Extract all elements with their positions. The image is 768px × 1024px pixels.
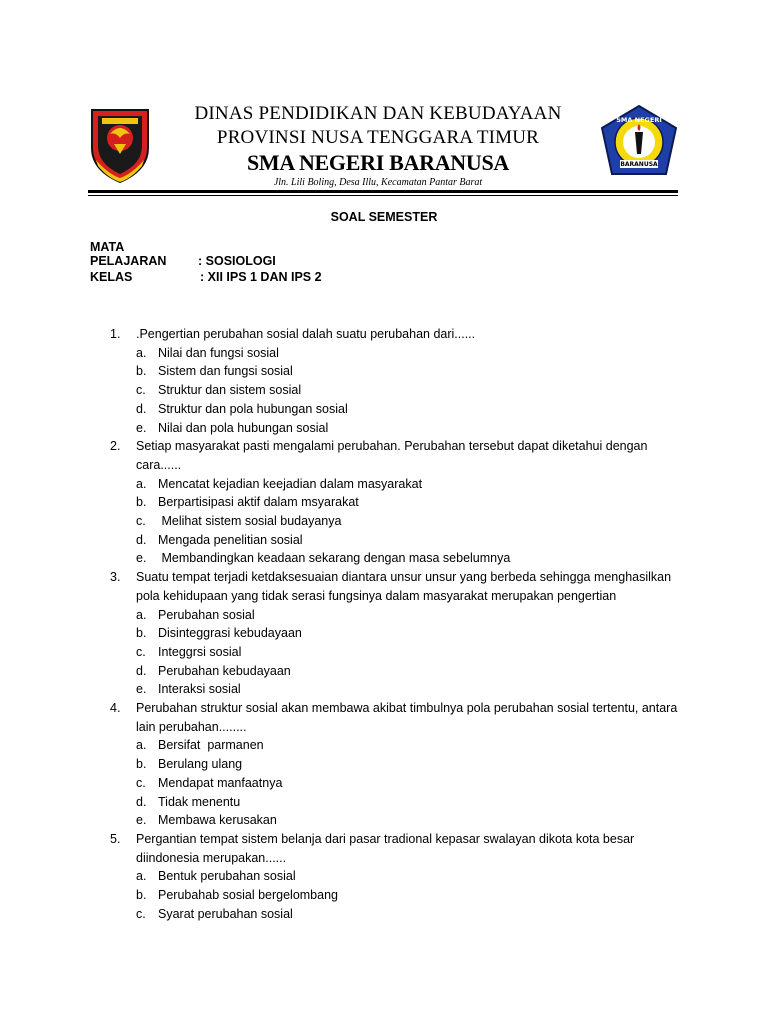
option-letter: e. bbox=[136, 420, 147, 435]
option-text: Bentuk perubahan sosial bbox=[158, 869, 296, 884]
question-number: 2. bbox=[110, 439, 121, 454]
class-label: KELAS bbox=[90, 270, 133, 284]
regional-emblem-logo bbox=[88, 104, 152, 184]
question-text: Pergantian tempat sistem belanja dari pasar tradional kepasar swalayan dikota kota besar diindonesia merupakan...... bbox=[136, 831, 635, 865]
option-2e bbox=[136, 549, 690, 568]
option-text: Melihat sistem sosial budayanya bbox=[158, 514, 342, 529]
question-text: Perubahan struktur sosial akan membawa akibat timbulnya pola perubahan sosial tertentu, antara lain perubahan........ bbox=[136, 701, 678, 734]
option-1e bbox=[136, 419, 690, 438]
option-letter: b. bbox=[136, 364, 147, 379]
option-text: Mengada penelitian sosial bbox=[158, 532, 303, 547]
option-text: Interaksi sosial bbox=[158, 682, 241, 697]
option-5b bbox=[136, 886, 690, 905]
option-4c bbox=[136, 774, 690, 793]
province-name: PROVINSI NUSA TENGGARA TIMUR bbox=[216, 127, 540, 148]
option-1d bbox=[136, 400, 690, 419]
school-emblem-logo bbox=[598, 104, 680, 186]
option-4b bbox=[136, 755, 690, 774]
option-letter: e. bbox=[136, 682, 147, 697]
option-letter: c. bbox=[136, 775, 146, 790]
option-text: Mencatat kejadian keejadian dalam masyarakat bbox=[158, 476, 423, 491]
option-letter: a. bbox=[136, 738, 147, 753]
option-5c bbox=[136, 905, 690, 924]
option-letter: c. bbox=[136, 644, 146, 659]
option-letter: c. bbox=[136, 383, 146, 398]
option-3d bbox=[136, 662, 690, 681]
question-text: .Pengertian perubahan sosial dalah suatu perubahan dari...... bbox=[136, 327, 476, 341]
option-2b bbox=[136, 493, 690, 512]
class-row bbox=[90, 270, 322, 284]
option-2c bbox=[136, 512, 690, 531]
option-1c bbox=[136, 381, 690, 400]
option-text: Perubahan sosial bbox=[158, 607, 255, 622]
option-text: Integgrsi sosial bbox=[158, 644, 242, 659]
letterhead-rule-thick bbox=[88, 190, 678, 193]
question-number: 4. bbox=[110, 701, 121, 716]
option-letter: a. bbox=[136, 869, 147, 884]
subject-value: : SOSIOLOGI bbox=[198, 254, 276, 268]
question-text: Setiap masyarakat pasti mengalami perubahan. Perubahan tersebut dapat diketahui dengan cara...... bbox=[136, 439, 648, 472]
option-3c bbox=[136, 643, 690, 662]
option-letter: b. bbox=[136, 495, 147, 510]
question-number: 5. bbox=[110, 831, 121, 846]
option-text: Membandingkan keadaan sekarang dengan masa sebelumnya bbox=[158, 551, 511, 566]
question-text: Suatu tempat terjadi ketdaksesuaian diantara unsur unsur yang berbeda sehingga menghasilkan pola kehidupaan yang tidak serasi fungsinya dalam masyarakat merupakan pengertian bbox=[136, 570, 672, 603]
option-letter: e. bbox=[136, 551, 147, 566]
option-letter: a. bbox=[136, 345, 147, 360]
option-letter: d. bbox=[136, 532, 147, 547]
letterhead-rule-thin bbox=[88, 195, 678, 196]
option-text: Syarat perubahan sosial bbox=[158, 906, 293, 921]
option-2a bbox=[136, 475, 690, 494]
school-address: Jln. Lili Boling, Desa Illu, Kecamatan Pantar Barat bbox=[273, 177, 483, 188]
question-list bbox=[110, 325, 690, 924]
option-letter: a. bbox=[136, 476, 147, 491]
option-letter: c. bbox=[136, 906, 146, 921]
agency-name: DINAS PENDIDIKAN DAN KEBUDAYAAN bbox=[194, 103, 562, 124]
subject-row bbox=[90, 240, 276, 268]
option-letter: b. bbox=[136, 626, 147, 641]
option-text: Tidak menentu bbox=[158, 794, 241, 809]
option-letter: e. bbox=[136, 813, 147, 828]
question-4 bbox=[110, 699, 690, 830]
option-text: Perubahan kebudayaan bbox=[158, 663, 291, 678]
question-5 bbox=[110, 830, 690, 924]
school-emblem-label-bottom: BARANUSA bbox=[620, 161, 658, 168]
option-3a bbox=[136, 606, 690, 625]
option-1b bbox=[136, 362, 690, 381]
option-text: Bersifat parmanen bbox=[158, 738, 264, 753]
question-1 bbox=[110, 325, 690, 437]
option-4a bbox=[136, 736, 690, 755]
option-letter: c. bbox=[136, 514, 146, 529]
option-5a bbox=[136, 867, 690, 886]
option-text: Perubahab sosial bergelombang bbox=[158, 888, 338, 903]
option-4e bbox=[136, 811, 690, 830]
option-text: Membawa kerusakan bbox=[158, 813, 277, 828]
question-3 bbox=[110, 568, 690, 699]
option-1a bbox=[136, 344, 690, 363]
option-text: Mendapat manfaatnya bbox=[158, 775, 283, 790]
option-2d bbox=[136, 531, 690, 550]
option-letter: d. bbox=[136, 663, 147, 678]
option-text: Berpartisipasi aktif dalam msyarakat bbox=[158, 495, 359, 510]
class-value: : XII IPS 1 DAN IPS 2 bbox=[200, 270, 322, 284]
option-4d bbox=[136, 793, 690, 812]
option-letter: b. bbox=[136, 888, 147, 903]
option-letter: d. bbox=[136, 401, 147, 416]
option-3e bbox=[136, 680, 690, 699]
subject-label: MATA PELAJARAN bbox=[90, 240, 167, 268]
option-letter: b. bbox=[136, 757, 147, 772]
option-text: Struktur dan pola hubungan sosial bbox=[158, 401, 348, 416]
option-text: Disinteggrasi kebudayaan bbox=[158, 626, 302, 641]
letterhead-text bbox=[168, 102, 588, 190]
option-text: Nilai dan fungsi sosial bbox=[158, 345, 279, 360]
school-emblem-label-top: SMA NEGERI bbox=[616, 116, 662, 124]
document-title: SOAL SEMESTER bbox=[330, 210, 438, 224]
option-text: Struktur dan sistem sosial bbox=[158, 383, 302, 398]
question-number: 3. bbox=[110, 570, 121, 585]
question-number: 1. bbox=[110, 327, 121, 341]
option-text: Sistem dan fungsi sosial bbox=[158, 364, 293, 379]
school-name: SMA NEGERI BARANUSA bbox=[246, 150, 509, 175]
option-letter: a. bbox=[136, 607, 147, 622]
letterhead bbox=[88, 102, 680, 194]
option-3b bbox=[136, 624, 690, 643]
option-letter: d. bbox=[136, 794, 147, 809]
option-text: Berulang ulang bbox=[158, 757, 243, 772]
option-text: Nilai dan pola hubungan sosial bbox=[158, 420, 329, 435]
question-2 bbox=[110, 437, 690, 568]
